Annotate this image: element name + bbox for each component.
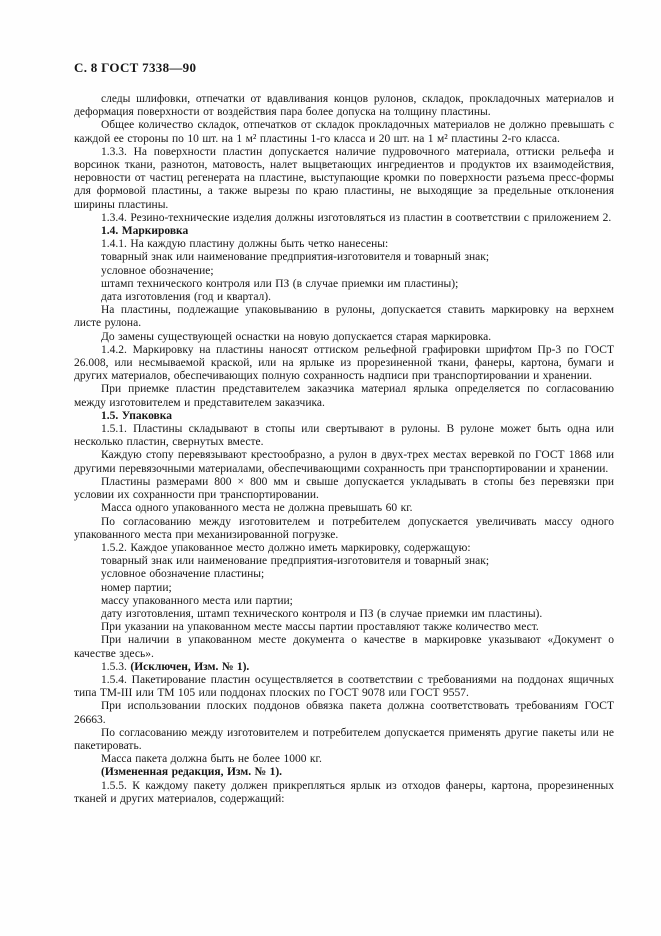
paragraph (74, 265, 614, 278)
paragraph-text: Каждую стопу перевязывают крестообразно, а рулон в двух-трех местах веревкой по ГОСТ 1868 или другими перевязочными материалами, обеспечивающими сохранность при транспортировании и хранении. (74, 449, 614, 475)
paragraph (74, 304, 614, 330)
paragraph-text: 1.4.2. Маркировку на пластины наносят оттиском рельефной графировки шрифтом Пр-3 по ГОСТ 26.008, или несмываемой краской, или на ярлыке из прорезиненной ткани, фанеры, картона, бумаги и других материалов, обеспечивающих полную сохранность надписи при транспортировании и хранении. (74, 343, 614, 383)
paragraph-text: При приемке пластин представителем заказчика материал ярлыка определяется по согласованию между изготовителем и представителем заказчика. (74, 383, 614, 409)
paragraph (74, 502, 614, 515)
paragraph-text: дата изготовления (год и квартал). (101, 291, 271, 304)
paragraph-bold-text: (Исключен, Изм. № 1). (130, 660, 250, 673)
paragraph (74, 146, 614, 212)
paragraph (74, 225, 614, 238)
paragraph (74, 516, 614, 542)
paragraph-text: 1.5.3. (101, 660, 131, 673)
paragraph (74, 582, 614, 595)
paragraph-text: Пластины размерами 800 × 800 мм и свыше допускается укладывать в стопы без перевязки при условии их сохранности при транспортировании. (74, 475, 614, 502)
paragraph-text: Масса пакета должна быть не более 1000 кг. (101, 753, 322, 766)
paragraph (74, 634, 614, 660)
paragraph (74, 727, 614, 753)
paragraph (74, 251, 614, 264)
page-header: С. 8 ГОСТ 7338—90 (74, 60, 197, 75)
paragraph-text: 1.3.4. Резино-технические изделия должны изготовляться из пластин в соответствии с приложением 2. (101, 211, 612, 224)
paragraph-text: товарный знак или наименование предприятия-изготовителя и товарный знак; (101, 251, 490, 264)
paragraph (74, 766, 614, 779)
paragraph (74, 212, 614, 225)
page-content (74, 60, 614, 806)
paragraph-text: На пластины, подлежащие упаковыванию в рулоны, допускается ставить маркировку на верхнем листе рулона. (74, 304, 614, 330)
paragraph-text: штамп технического контроля или ПЗ (в случае приемки им пластины); (101, 277, 459, 290)
paragraph-text: номер партии; (101, 581, 172, 594)
paragraph-text: При указании на упакованном месте массы партии проставляют также количество мест. (101, 621, 539, 634)
paragraph (74, 700, 614, 726)
paragraph (74, 608, 614, 621)
paragraph (74, 344, 614, 384)
paragraph (74, 780, 614, 806)
paragraph (74, 278, 614, 291)
paragraph-text: дату изготовления, штамп технического контроля и ПЗ (в случае приемки им пластины). (101, 607, 543, 620)
paragraph-text: По согласованию между изготовителем и потребителем допускается применять другие пакеты или не пакетировать. (74, 726, 614, 752)
paragraph-text: Масса одного упакованного места не должна превышать 60 кг. (101, 502, 413, 515)
paragraph (74, 383, 614, 409)
paragraph (74, 674, 614, 700)
paragraph-text: товарный знак или наименование предприятия-изготовителя и товарный знак; (101, 555, 490, 568)
paragraph-text: 1.5.5. К каждому пакету должен прикрепляться ярлык из отходов фанеры, картона, прорезиненных тканей и других материалов, содержащий: (74, 779, 614, 805)
paragraph-text: 1.5.4. Пакетирование пластин осуществляется в соответствии с требованиями на поддонах ящичных типа ТМ-III или ТМ 105 или поддонах плоских по ГОСТ 9078 или ГОСТ 9557. (74, 673, 614, 700)
paragraph (74, 291, 614, 304)
paragraph-text: 1.5.2. Каждое упакованное место должно иметь маркировку, содержащую: (101, 541, 471, 554)
paragraph (74, 621, 614, 634)
paragraph-text: 1.3.3. На поверхности пластин допускается наличие пудровочного материала, оттиски рельефа и ворсинок ткани, разнотон, матовость, налет выцветающих ингредиентов и продуктов их взаимодействия, неровности от частиц регенерата на пластине, выступающие кромки по поверхности разъема пресс-формы для формовой пластины, а также вырезы по краю пластины, не выходящие за предельные отклонения ширины пластины. (74, 145, 614, 211)
paragraph-text: 1.4.1. На каждую пластину должны быть четко нанесены: (101, 238, 389, 251)
paragraph-text: Общее количество складок, отпечатков от складок прокладочных материалов не должно превышать с каждой ее стороны по 10 шт. на 1 м² пластины 1-го класса и 20 шт. на 1 м² пластины 2-го класса. (74, 119, 614, 145)
paragraph-bold-text: 1.4. Маркировка (101, 225, 189, 238)
paragraph (74, 568, 614, 581)
paragraph-text: условное обозначение пластины; (101, 568, 265, 581)
paragraph (74, 476, 614, 502)
paragraph-text: При использовании плоских поддонов обвязка пакета должна соответствовать требованиям ГОСТ 26663. (74, 700, 614, 726)
paragraph (74, 238, 614, 251)
paragraph (74, 331, 614, 344)
paragraph (74, 423, 614, 449)
paragraph (74, 542, 614, 555)
paragraph (74, 555, 614, 568)
paragraph-text: По согласованию между изготовителем и потребителем допускается увеличивать массу одного упакованного места при механизированной погрузке. (74, 515, 614, 541)
paragraph-text: При наличии в упакованном месте документа о качестве в маркировке указывают «Документ о качестве здесь». (74, 634, 614, 660)
document-body (74, 93, 614, 806)
paragraph-text: массу упакованного места или партии; (101, 594, 293, 607)
paragraph (74, 449, 614, 475)
paragraph (74, 753, 614, 766)
paragraph (74, 93, 614, 119)
paragraph (74, 595, 614, 608)
paragraph (74, 410, 614, 423)
paragraph (74, 119, 614, 145)
paragraph-bold-text: (Измененная редакция, Изм. № 1). (101, 766, 283, 779)
paragraph-text: условное обозначение; (101, 264, 214, 277)
paragraph-text: 1.5.1. Пластины складывают в стопы или свертывают в рулоны. В рулоне может быть одна или несколько пластин, свернутых вместе. (74, 423, 614, 449)
paragraph-text: До замены существующей оснастки на новую допускается старая маркировка. (101, 330, 492, 343)
paragraph (74, 661, 614, 674)
paragraph-bold-text: 1.5. Упаковка (101, 409, 172, 422)
paragraph-text: следы шлифовки, отпечатки от вдавливания концов рулонов, складок, прокладочных материалов и деформация поверхности от воздействия пара более допуска на толщину пластины. (74, 93, 614, 119)
